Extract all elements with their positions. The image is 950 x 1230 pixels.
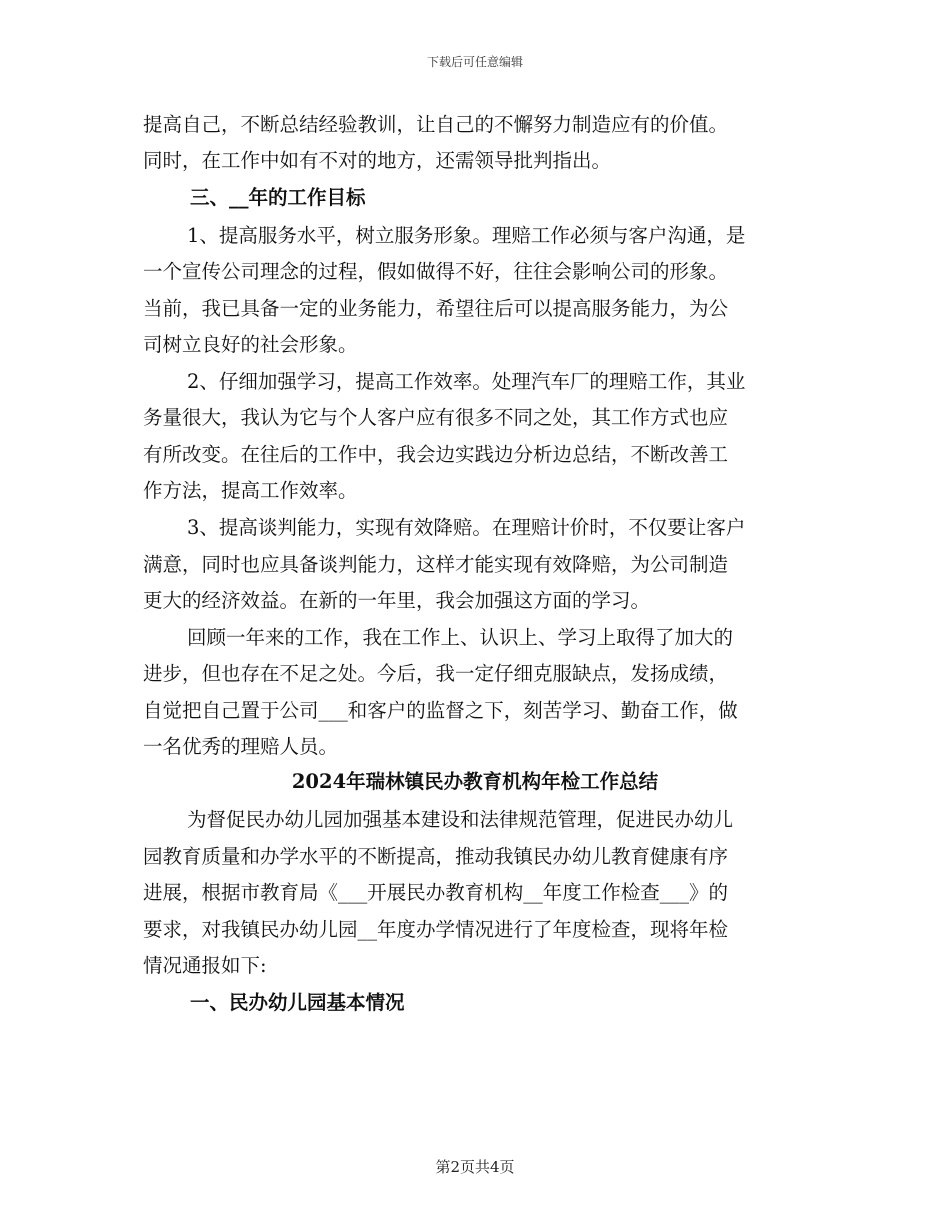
section-heading: 三、__年的工作目标 <box>190 186 366 209</box>
text-line: 同时，在工作中如有不对的地方，还需领导批判指出。 <box>143 149 612 172</box>
text-line: 1、提高服务水平，树立服务形象。理赔工作必须与客户沟通，是 <box>187 224 746 247</box>
text-line: 满意，同时也应具备谈判能力，这样才能实现有效降赔，为公司制造 <box>143 553 729 576</box>
text-line: 务量很大，我认为它与个人客户应有很多不同之处，其工作方式也应 <box>143 406 729 429</box>
text-line: 一个宣传公司理念的过程，假如做得不好，往往会影响公司的形象。 <box>143 260 729 283</box>
text-line: 情况通报如下: <box>143 954 267 977</box>
text-line: 自觉把自己置于公司___和客户的监督之下，刻苦学习、勤奋工作，做 <box>143 699 738 722</box>
text-line: 进步，但也存在不足之处。今后，我一定仔细克服缺点，发扬成绩， <box>143 662 729 685</box>
text-line: 园教育质量和办学水平的不断提高，推动我镇民办幼儿教育健康有序 <box>143 845 729 868</box>
text-line: 司树立良好的社会形象。 <box>143 333 358 356</box>
text-line: 一名优秀的理赔人员。 <box>143 735 339 758</box>
text-line: 3、提高谈判能力，实现有效降赔。在理赔计价时，不仅要让客户 <box>187 516 746 539</box>
text-line: 提高自己，不断总结经验教训，让自己的不懈努力制造应有的价值。 <box>143 113 729 136</box>
text-line: 更大的经济效益。在新的一年里，我会加强这方面的学习。 <box>143 589 651 612</box>
document-title: 2024年瑞林镇民办教育机构年检工作总结 <box>291 770 659 793</box>
text-line: 当前，我已具备一定的业务能力，希望往后可以提高服务能力，为公 <box>143 297 729 320</box>
section-heading: 一、民办幼儿园基本情况 <box>190 991 405 1014</box>
text-line: 回顾一年来的工作，我在工作上、认识上、学习上取得了加大的 <box>187 626 734 649</box>
text-line: 为督促民办幼儿园加强基本建设和法律规范管理，促进民办幼儿 <box>187 808 734 831</box>
text-line: 作方法，提高工作效率。 <box>143 479 358 502</box>
text-line: 2、仔细加强学习，提高工作效率。处理汽车厂的理赔工作，其业 <box>187 370 746 393</box>
text-line: 进展，根据市教育局《___开展民办教育机构__年度工作检查___》的 <box>143 881 729 904</box>
page-header-note: 下载后可任意编辑 <box>426 55 523 69</box>
page-number: 第2页共4页 <box>435 1158 515 1176</box>
text-line: 有所改变。在往后的工作中，我会边实践边分析边总结，不断改善工 <box>143 443 729 466</box>
text-line: 要求，对我镇民办幼儿园__年度办学情况进行了年度检查，现将年检 <box>143 918 729 941</box>
